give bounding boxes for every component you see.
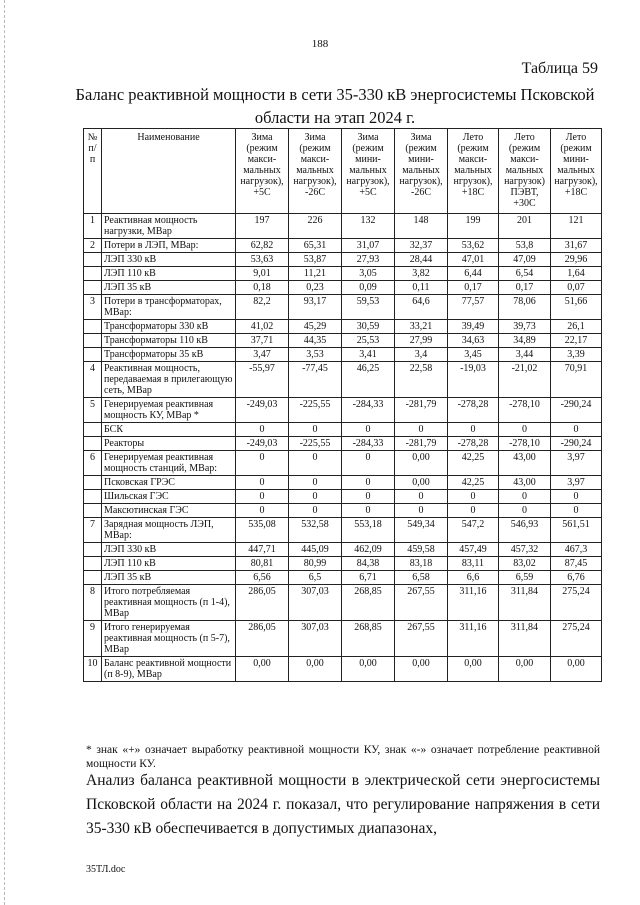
row-name: Трансформаторы 110 кВ — [102, 334, 236, 348]
cell-value: 83,18 — [395, 557, 448, 571]
cell-value: 0 — [236, 504, 289, 518]
header-col-2: Зима (режим макси-мальных нагрузок), -26С — [289, 129, 342, 214]
row-name: Реактивная мощность нагрузки, МВар — [102, 214, 236, 239]
cell-value: 39,49 — [448, 320, 499, 334]
row-number — [84, 348, 102, 362]
table-row — [84, 571, 602, 585]
cell-value: 0,09 — [342, 281, 395, 295]
table-row — [84, 543, 602, 557]
row-number — [84, 267, 102, 281]
cell-value: 532,58 — [289, 518, 342, 543]
cell-value: 0 — [395, 504, 448, 518]
cell-value: 28,44 — [395, 253, 448, 267]
cell-value: 84,38 — [342, 557, 395, 571]
cell-value: 286,05 — [236, 585, 289, 621]
table-row — [84, 557, 602, 571]
table-label: Таблица 59 — [521, 60, 598, 77]
cell-value: 31,07 — [342, 239, 395, 253]
cell-value: -290,24 — [551, 398, 602, 423]
cell-value: -281,79 — [395, 398, 448, 423]
reactive-power-balance-table — [83, 128, 602, 682]
cell-value: 307,03 — [289, 585, 342, 621]
cell-value: 70,91 — [551, 362, 602, 398]
row-name: Максютинская ГЭС — [102, 504, 236, 518]
row-name: ЛЭП 35 кВ — [102, 281, 236, 295]
table-row — [84, 267, 602, 281]
cell-value: 467,3 — [551, 543, 602, 557]
cell-value: 0,18 — [236, 281, 289, 295]
cell-value: 0 — [499, 490, 551, 504]
cell-value: 199 — [448, 214, 499, 239]
table-row — [84, 476, 602, 490]
cell-value: 42,25 — [448, 476, 499, 490]
cell-value: 267,55 — [395, 621, 448, 657]
table-row — [84, 214, 602, 239]
cell-value: 78,06 — [499, 295, 551, 320]
cell-value: 83,02 — [499, 557, 551, 571]
cell-value: 0,11 — [395, 281, 448, 295]
row-name: ЛЭП 330 кВ — [102, 253, 236, 267]
header-num: № п/п — [84, 129, 102, 214]
cell-value: 0,00 — [551, 657, 602, 682]
table-row — [84, 518, 602, 543]
cell-value: 47,01 — [448, 253, 499, 267]
cell-value: 11,21 — [289, 267, 342, 281]
table-title: Баланс реактивной мощности в сети 35-330 кВ энергосистемы Псковской области на этап 2024 г. — [75, 85, 595, 127]
cell-value: 6,44 — [448, 267, 499, 281]
row-number: 1 — [84, 214, 102, 239]
header-col-7: Лето (режим мини-мальных нагрузок), +18С — [551, 129, 602, 214]
row-number — [84, 320, 102, 334]
cell-value: 62,82 — [236, 239, 289, 253]
row-number — [84, 423, 102, 437]
header-col-6: Лето (режим макси-мальных нагрузок) ПЭВТ, +30С — [499, 129, 551, 214]
cell-value: 311,84 — [499, 621, 551, 657]
cell-value: 535,08 — [236, 518, 289, 543]
cell-value: 0 — [289, 476, 342, 490]
cell-value: -290,24 — [551, 437, 602, 451]
cell-value: 46,25 — [342, 362, 395, 398]
row-name: ЛЭП 330 кВ — [102, 543, 236, 557]
cell-value: 0,23 — [289, 281, 342, 295]
row-number — [84, 557, 102, 571]
cell-value: -55,97 — [236, 362, 289, 398]
cell-value: -249,03 — [236, 437, 289, 451]
cell-value: 286,05 — [236, 621, 289, 657]
cell-value: 0 — [289, 490, 342, 504]
cell-value: -284,33 — [342, 398, 395, 423]
cell-value: -19,03 — [448, 362, 499, 398]
row-name: Зарядная мощность ЛЭП, МВар: — [102, 518, 236, 543]
cell-value: 201 — [499, 214, 551, 239]
cell-value: 82,2 — [236, 295, 289, 320]
cell-value: 22,58 — [395, 362, 448, 398]
table-row — [84, 504, 602, 518]
page-number: 188 — [311, 38, 329, 50]
cell-value: 53,63 — [236, 253, 289, 267]
cell-value: 226 — [289, 214, 342, 239]
cell-value: 6,5 — [289, 571, 342, 585]
row-number — [84, 281, 102, 295]
row-name: ЛЭП 110 кВ — [102, 557, 236, 571]
cell-value: 80,99 — [289, 557, 342, 571]
cell-value: 6,6 — [448, 571, 499, 585]
cell-value: 34,63 — [448, 334, 499, 348]
cell-value: 3,97 — [551, 476, 602, 490]
cell-value: 47,09 — [499, 253, 551, 267]
cell-value: 311,84 — [499, 585, 551, 621]
cell-value: 0 — [342, 423, 395, 437]
cell-value: 45,29 — [289, 320, 342, 334]
cell-value: 0 — [499, 423, 551, 437]
cell-value: 0 — [342, 504, 395, 518]
cell-value: 311,16 — [448, 621, 499, 657]
row-number — [84, 437, 102, 451]
row-number: 3 — [84, 295, 102, 320]
cell-value: 43,00 — [499, 476, 551, 490]
table-row — [84, 253, 602, 267]
cell-value: 0,00 — [236, 657, 289, 682]
cell-value: 3,82 — [395, 267, 448, 281]
row-number — [84, 490, 102, 504]
row-name: Шильская ГЭС — [102, 490, 236, 504]
cell-value: 0 — [289, 451, 342, 476]
cell-value: 0 — [395, 423, 448, 437]
cell-value: 42,25 — [448, 451, 499, 476]
cell-value: 37,71 — [236, 334, 289, 348]
cell-value: 275,24 — [551, 585, 602, 621]
row-name: БСК — [102, 423, 236, 437]
cell-value: -225,55 — [289, 398, 342, 423]
cell-value: 462,09 — [342, 543, 395, 557]
cell-value: 0,00 — [289, 657, 342, 682]
cell-value: 0 — [448, 423, 499, 437]
table-row — [84, 320, 602, 334]
table-row — [84, 334, 602, 348]
cell-value: 59,53 — [342, 295, 395, 320]
cell-value: -278,28 — [448, 437, 499, 451]
table-row — [84, 281, 602, 295]
row-number: 9 — [84, 621, 102, 657]
cell-value: 0,00 — [499, 657, 551, 682]
cell-value: 65,31 — [289, 239, 342, 253]
cell-value: 53,87 — [289, 253, 342, 267]
cell-value: 0 — [395, 490, 448, 504]
row-name: Потери в ЛЭП, МВар: — [102, 239, 236, 253]
cell-value: 459,58 — [395, 543, 448, 557]
row-number: 4 — [84, 362, 102, 398]
cell-value: -284,33 — [342, 437, 395, 451]
row-number — [84, 476, 102, 490]
cell-value: 0 — [289, 423, 342, 437]
cell-value: 27,93 — [342, 253, 395, 267]
cell-value: 80,81 — [236, 557, 289, 571]
row-number: 5 — [84, 398, 102, 423]
cell-value: 34,89 — [499, 334, 551, 348]
cell-value: 267,55 — [395, 585, 448, 621]
row-name: Итого генерируемая реактивная мощность (п 5-7), МВар — [102, 621, 236, 657]
cell-value: 25,53 — [342, 334, 395, 348]
cell-value: 0 — [342, 490, 395, 504]
cell-value: 31,67 — [551, 239, 602, 253]
cell-value: 41,02 — [236, 320, 289, 334]
cell-value: 27,99 — [395, 334, 448, 348]
row-number — [84, 334, 102, 348]
row-name: Реактивная мощность, передаваемая в прилегающую сеть, МВар — [102, 362, 236, 398]
cell-value: 447,71 — [236, 543, 289, 557]
cell-value: 0,00 — [395, 657, 448, 682]
cell-value: 148 — [395, 214, 448, 239]
cell-value: -249,03 — [236, 398, 289, 423]
cell-value: 77,57 — [448, 295, 499, 320]
cell-value: 53,8 — [499, 239, 551, 253]
cell-value: 561,51 — [551, 518, 602, 543]
table-header-row — [84, 129, 602, 214]
row-number — [84, 543, 102, 557]
cell-value: 1,64 — [551, 267, 602, 281]
row-number: 8 — [84, 585, 102, 621]
cell-value: 0 — [499, 504, 551, 518]
table-row — [84, 451, 602, 476]
table-row — [84, 348, 602, 362]
row-name: ЛЭП 110 кВ — [102, 267, 236, 281]
cell-value: 311,16 — [448, 585, 499, 621]
cell-value: 549,34 — [395, 518, 448, 543]
cell-value: 457,49 — [448, 543, 499, 557]
cell-value: 0,00 — [395, 451, 448, 476]
cell-value: 0 — [236, 423, 289, 437]
table-row — [84, 437, 602, 451]
row-name: Генерируемая реактивная мощность КУ, МВар * — [102, 398, 236, 423]
table-row — [84, 490, 602, 504]
cell-value: 3,53 — [289, 348, 342, 362]
row-name: Реакторы — [102, 437, 236, 451]
cell-value: 29,96 — [551, 253, 602, 267]
cell-value: 6,54 — [499, 267, 551, 281]
cell-value: -278,28 — [448, 398, 499, 423]
cell-value: 3,45 — [448, 348, 499, 362]
page-margin-line — [4, 0, 5, 905]
cell-value: 0 — [551, 504, 602, 518]
cell-value: 0 — [236, 490, 289, 504]
cell-value: 553,18 — [342, 518, 395, 543]
header-col-5: Лето (режим макси-мальных нгрузок), +18С — [448, 129, 499, 214]
cell-value: 3,39 — [551, 348, 602, 362]
cell-value: 307,03 — [289, 621, 342, 657]
cell-value: 0,17 — [499, 281, 551, 295]
cell-value: 0 — [289, 504, 342, 518]
row-number: 6 — [84, 451, 102, 476]
cell-value: 0,00 — [448, 657, 499, 682]
row-number: 2 — [84, 239, 102, 253]
table-row — [84, 362, 602, 398]
row-name: Итого потребляемая реактивная мощность (п 1-4), МВар — [102, 585, 236, 621]
table-body — [84, 214, 602, 682]
cell-value: -278,10 — [499, 398, 551, 423]
cell-value: -21,02 — [499, 362, 551, 398]
row-name: Трансформаторы 330 кВ — [102, 320, 236, 334]
table-row — [84, 239, 602, 253]
cell-value: -77,45 — [289, 362, 342, 398]
cell-value: 83,11 — [448, 557, 499, 571]
row-name: Баланс реактивной мощности (п 8-9), МВар — [102, 657, 236, 682]
cell-value: 87,45 — [551, 557, 602, 571]
row-number: 10 — [84, 657, 102, 682]
cell-value: 275,24 — [551, 621, 602, 657]
table-row — [84, 585, 602, 621]
cell-value: 39,73 — [499, 320, 551, 334]
table-row — [84, 295, 602, 320]
cell-value: 51,66 — [551, 295, 602, 320]
cell-value: 547,2 — [448, 518, 499, 543]
cell-value: 0 — [551, 423, 602, 437]
cell-value: 0 — [236, 476, 289, 490]
row-number — [84, 504, 102, 518]
header-col-3: Зима (режим мини-мальных нагрузок), +5С — [342, 129, 395, 214]
cell-value: 32,37 — [395, 239, 448, 253]
table-row — [84, 621, 602, 657]
cell-value: 0 — [448, 504, 499, 518]
cell-value: 0,00 — [342, 657, 395, 682]
body-paragraph: Анализ баланса реактивной мощности в электрической сети энергосистемы Псковской области на 2024 г. показал, что регулирование напряжения в сети 35-330 кВ обеспечивается в допустимых диапазонах, — [86, 772, 600, 837]
cell-value: 0 — [342, 451, 395, 476]
header-name: Наименование — [102, 129, 236, 214]
cell-value: 53,62 — [448, 239, 499, 253]
cell-value: 546,93 — [499, 518, 551, 543]
cell-value: 43,00 — [499, 451, 551, 476]
cell-value: 64,6 — [395, 295, 448, 320]
cell-value: 0,00 — [395, 476, 448, 490]
row-name: Псковская ГРЭС — [102, 476, 236, 490]
cell-value: 121 — [551, 214, 602, 239]
header-col-4: Зима (режим мини-мальных нагрузок), -26С — [395, 129, 448, 214]
cell-value: 6,56 — [236, 571, 289, 585]
table-row — [84, 657, 602, 682]
row-number — [84, 571, 102, 585]
table-row — [84, 423, 602, 437]
header-col-1: Зима (режим макси-мальных нагрузок), +5С — [236, 129, 289, 214]
cell-value: 3,05 — [342, 267, 395, 281]
cell-value: 0 — [236, 451, 289, 476]
cell-value: 93,17 — [289, 295, 342, 320]
cell-value: 3,44 — [499, 348, 551, 362]
row-name: Трансформаторы 35 кВ — [102, 348, 236, 362]
cell-value: 9,01 — [236, 267, 289, 281]
row-name: ЛЭП 35 кВ — [102, 571, 236, 585]
footnote: * знак «+» означает выработку реактивной мощности КУ, знак «-» означает потребление реактивной мощности КУ. — [86, 744, 600, 770]
row-name: Генерируемая реактивная мощность станций, МВар: — [102, 451, 236, 476]
cell-value: -278,10 — [499, 437, 551, 451]
cell-value: 197 — [236, 214, 289, 239]
cell-value: 6,71 — [342, 571, 395, 585]
cell-value: 6,59 — [499, 571, 551, 585]
cell-value: 26,1 — [551, 320, 602, 334]
cell-value: 3,41 — [342, 348, 395, 362]
cell-value: 6,58 — [395, 571, 448, 585]
table-row — [84, 398, 602, 423]
cell-value: 0,07 — [551, 281, 602, 295]
cell-value: 0 — [551, 490, 602, 504]
cell-value: -225,55 — [289, 437, 342, 451]
footer-filename: 35ТЛ.doc — [86, 864, 126, 875]
cell-value: 6,76 — [551, 571, 602, 585]
cell-value: 457,32 — [499, 543, 551, 557]
cell-value: 0 — [342, 476, 395, 490]
row-number — [84, 253, 102, 267]
cell-value: 268,85 — [342, 585, 395, 621]
cell-value: 44,35 — [289, 334, 342, 348]
cell-value: 3,4 — [395, 348, 448, 362]
cell-value: 132 — [342, 214, 395, 239]
cell-value: 268,85 — [342, 621, 395, 657]
cell-value: -281,79 — [395, 437, 448, 451]
cell-value: 33,21 — [395, 320, 448, 334]
cell-value: 30,59 — [342, 320, 395, 334]
cell-value: 445,09 — [289, 543, 342, 557]
row-name: Потери в трансформаторах, МВар: — [102, 295, 236, 320]
row-number: 7 — [84, 518, 102, 543]
cell-value: 0,17 — [448, 281, 499, 295]
cell-value: 22,17 — [551, 334, 602, 348]
cell-value: 3,47 — [236, 348, 289, 362]
cell-value: 0 — [448, 490, 499, 504]
cell-value: 3,97 — [551, 451, 602, 476]
